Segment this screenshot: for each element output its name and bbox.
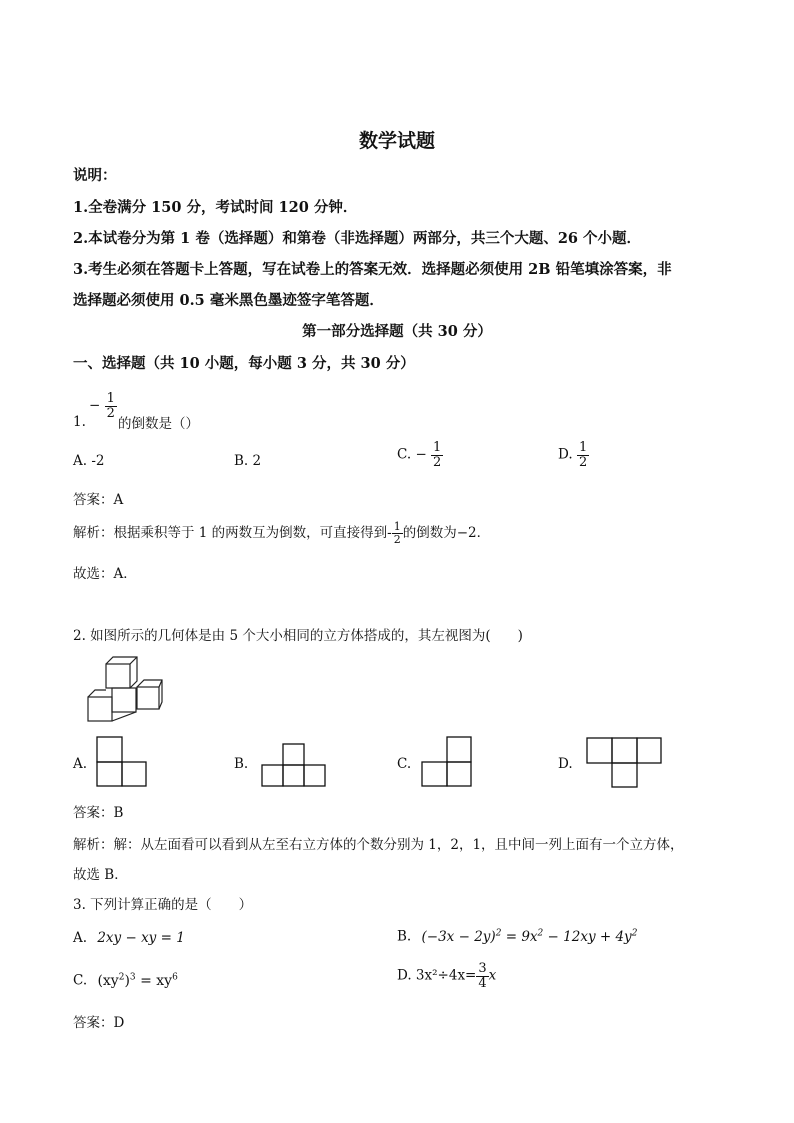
q1-option-d-numerator: 1 xyxy=(578,440,588,455)
q1-option-d-fraction xyxy=(577,441,589,469)
notes-heading: 说明： xyxy=(73,167,117,184)
q3-option-c xyxy=(73,972,178,989)
section-title: 一、选择题（共 10 小题，每小题 3 分，共 30 分） xyxy=(73,355,415,372)
q3-option-d xyxy=(397,962,496,990)
q3-option-b-expression xyxy=(422,929,638,945)
q1-fraction-denominator: 2 xyxy=(106,405,115,421)
q2-option-b-label: B. xyxy=(234,756,249,772)
q3-option-d-fraction xyxy=(476,962,488,990)
q3-option-d-post: x xyxy=(488,967,497,984)
q1-option-c xyxy=(397,441,443,469)
q1-option-c-label: C. xyxy=(397,446,412,463)
q3-option-c-label: C. xyxy=(73,972,88,989)
q1-analysis xyxy=(73,521,490,546)
q1-option-c-sign: − xyxy=(415,446,427,463)
q1-option-d xyxy=(558,441,589,469)
q1-analysis-fraction xyxy=(392,521,403,545)
q3-answer: 答案：D xyxy=(73,1015,125,1031)
q3-option-b-part-a: (−3x − 2y) xyxy=(421,928,496,945)
q1-option-c-denominator: 2 xyxy=(433,454,442,470)
q1-option-a: A. -2 xyxy=(73,453,105,469)
q3-option-a-label: A. xyxy=(73,930,88,946)
q3-stem: 3. 下列计算正确的是（ ） xyxy=(73,897,253,913)
q3-option-a-expression: 2xy − xy = 1 xyxy=(97,930,185,946)
q1-fraction-body xyxy=(105,392,117,420)
q2-option-c-figure xyxy=(421,736,473,788)
note-item-3-line-1: 3.考生必须在答题卡上答题，写在试卷上的答案无效．选择题必须使用 2B 铅笔填涂答案，非 xyxy=(73,261,672,278)
q1-fraction xyxy=(89,392,117,420)
note-item-1: 1.全卷满分 150 分，考试时间 120 分钟． xyxy=(73,199,358,216)
q1-stem: 的倒数是（） xyxy=(118,416,199,432)
q2-option-d-label: D. xyxy=(558,756,573,772)
q2-option-a-figure xyxy=(96,736,148,788)
q1-analysis-denominator: 2 xyxy=(393,533,401,546)
q1-option-c-numerator: 1 xyxy=(433,440,442,455)
q3-option-c-part-c: = xy xyxy=(135,972,173,989)
q2-option-c-label: C. xyxy=(397,756,412,772)
q2-conclusion: 故选 B． xyxy=(73,867,128,883)
q1-fraction-sign: − xyxy=(89,397,101,414)
q1-analysis-post: 的倒数为−2． xyxy=(402,525,491,541)
q1-analysis-numerator: 1 xyxy=(393,520,401,534)
q2-stem: 2. 如图所示的几何体是由 5 个大小相同的立方体搭成的，其左视图为( ) xyxy=(73,628,523,644)
q3-option-d-denominator: 4 xyxy=(478,975,487,991)
q1-answer: 答案：A xyxy=(73,492,124,508)
q3-option-b-label: B. xyxy=(397,928,412,945)
q2-answer: 答案：B xyxy=(73,805,124,821)
q1-number: 1. xyxy=(73,414,86,430)
q3-option-c-exponent-1: 2 xyxy=(118,972,125,982)
q3-option-c-exponent-3: 6 xyxy=(172,972,178,982)
q3-option-c-expression xyxy=(97,973,177,989)
q3-option-c-part-b: ) xyxy=(124,972,130,989)
q3-option-b-exponent-2: 2 xyxy=(537,928,544,938)
part-title: 第一部分选择题（共 30 分） xyxy=(302,323,492,340)
q1-option-d-label: D. xyxy=(558,446,573,463)
q2-option-a-label: A. xyxy=(73,756,88,772)
q3-option-b xyxy=(397,928,637,945)
note-item-3-line-2: 选择题必须使用 0.5 毫米黑色墨迹签字笔答题． xyxy=(73,292,384,309)
q3-option-c-exponent-2: 3 xyxy=(129,972,136,982)
q3-option-b-exponent-3: 2 xyxy=(631,928,638,938)
q1-fraction-numerator: 1 xyxy=(106,391,115,406)
q2-solid-figure xyxy=(80,652,170,724)
q1-option-b: B. 2 xyxy=(234,453,262,469)
q3-option-c-part-a: (xy xyxy=(97,972,119,989)
q1-conclusion: 故选：A． xyxy=(73,566,137,582)
q2-analysis: 解析：解：从左面看可以看到从左至右立方体的个数分别为 1，2，1，且中间一列上面有一个立方体， xyxy=(73,837,684,853)
q2-option-d-figure xyxy=(586,737,663,789)
q1-option-c-fraction xyxy=(431,441,443,469)
q3-option-b-exponent-1: 2 xyxy=(495,928,502,938)
page-title: 数学试题 xyxy=(358,130,435,152)
q3-option-d-numerator: 3 xyxy=(478,961,487,976)
note-item-2: 2.本试卷分为第 1 卷（选择题）和第卷（非选择题）两部分，共三个大题、26 个小题． xyxy=(73,230,642,247)
q1-analysis-pre: 解析：根据乘积等于 1 的两数互为倒数，可直接得到- xyxy=(73,525,392,541)
q1-option-d-denominator: 2 xyxy=(578,454,588,470)
q3-option-a xyxy=(73,930,185,946)
q3-option-b-part-b: = 9x xyxy=(501,928,538,945)
q3-option-d-pre: D. 3x²÷4x= xyxy=(397,967,477,984)
q2-option-b-figure xyxy=(261,743,327,787)
q3-option-b-part-c: − 12xy + 4y xyxy=(543,928,632,945)
